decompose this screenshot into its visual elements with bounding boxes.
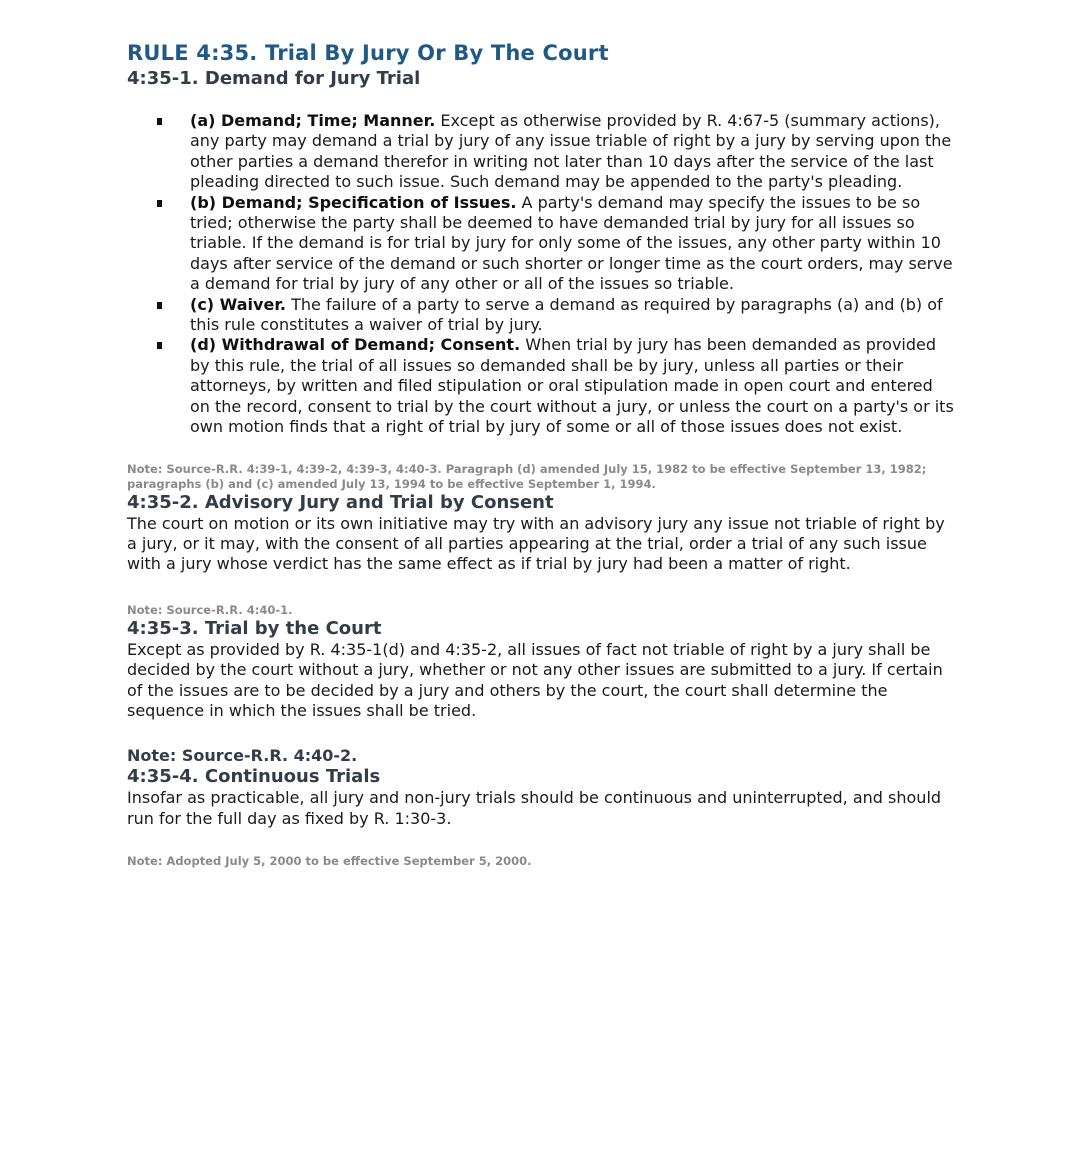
paragraph-label: (d) Withdrawal of Demand; Consent. xyxy=(190,335,521,355)
section-heading-4-35-4: 4:35-4. Continuous Trials xyxy=(127,766,381,788)
section-heading-4-35-3: 4:35-3. Trial by the Court xyxy=(127,617,382,639)
list-item xyxy=(127,193,957,295)
paragraph-label: (b) Demand; Specification of Issues. xyxy=(190,192,517,212)
list-item xyxy=(127,111,957,193)
section-body-4-35-2: The court on motion or its own initiative may try with an advisory jury any issue not triable of right by a jury, or it may, with the consent of all parties appearing at the trial, order a trial of any such issue with a jury whose verdict has the same effect as if trial by jury had been a matter of right. xyxy=(127,513,945,574)
demand-paragraph-list xyxy=(127,111,957,438)
paragraph-text: The failure of a party to serve a demand as required by paragraphs (a) and (b) of this rule constitutes a waiver of trial by jury. xyxy=(190,294,943,335)
section-body-4-35-4: Insofar as practicable, all jury and non-jury trials should be continuous and uninterrupted, and should run for the full day as fixed by R. 1:30-3. xyxy=(127,788,942,828)
paragraph-text: When trial by jury has been demanded as provided by this rule, the trial of all issues so demanded shall be by jury, unless all parties or their attorneys, by written and filed stipulation or oral stipulation made in open court and entered on the record, consent to trial by the court without a jury, or unless the court on a party's or its own motion finds that a right of trial by jury of some or all of those issues does not exist. xyxy=(190,335,954,437)
paragraph-label: (a) Demand; Time; Manner. xyxy=(190,111,436,130)
paragraph-text: A party's demand may specify the issues to be so tried; otherwise the party shall be deemed to have demanded trial by jury for all issues so triable. If the demand is for trial by jury for only some of the issues, any other party within 10 days after service of the demand or such shorter or longer time as the court orders, may serve a demand for trial by jury of any other or all of the issues so triable. xyxy=(190,192,953,294)
section-heading-4-35-2: 4:35-2. Advisory Jury and Trial by Consent xyxy=(127,491,554,513)
square-bullet-icon xyxy=(157,200,162,207)
source-note-4-35-3: Note: Source-R.R. 4:40-2. xyxy=(127,746,358,766)
rule-document xyxy=(127,38,957,869)
paragraph-label: (c) Waiver. xyxy=(190,294,287,314)
square-bullet-icon xyxy=(157,118,162,125)
section-body-4-35-3: Except as provided by R. 4:35-1(d) and 4:35-2, all issues of fact not triable of right by a jury shall be decided by the court without a jury, whether or not any other issues are submitted to a jury. If certain of the issues are to be decided by a jury and others by the court, the court shall determine the sequence in which the issues shall be tried. xyxy=(127,639,943,720)
section-heading-4-35-1: 4:35-1. Demand for Jury Trial xyxy=(127,68,421,89)
source-note-4-35-1: Note: Source-R.R. 4:39-1, 4:39-2, 4:39-3, 4:40-3. Paragraph (d) amended July 15, 1982 to be effective September 13, 1982; paragraphs (b) and (c) amended July 13, 1994 to be effective September 1, 1994. xyxy=(127,461,927,491)
list-item xyxy=(127,335,957,437)
source-note-4-35-2: Note: Source-R.R. 4:40-1. xyxy=(127,602,293,617)
square-bullet-icon xyxy=(157,342,162,349)
source-note-4-35-4: Note: Adopted July 5, 2000 to be effective September 5, 2000. xyxy=(127,854,532,869)
list-item xyxy=(127,295,957,336)
paragraph-text: Except as otherwise provided by R. 4:67-5 (summary actions), any party may demand a trial by jury of any issue triable of right by a jury by serving upon the other parties a demand therefor in writing not later than 10 days after the service of the last pleading directed to such issue. Such demand may be appended to the party's pleading. xyxy=(190,111,952,192)
square-bullet-icon xyxy=(157,302,162,309)
rule-title: RULE 4:35. Trial By Jury Or By The Court xyxy=(127,41,609,65)
